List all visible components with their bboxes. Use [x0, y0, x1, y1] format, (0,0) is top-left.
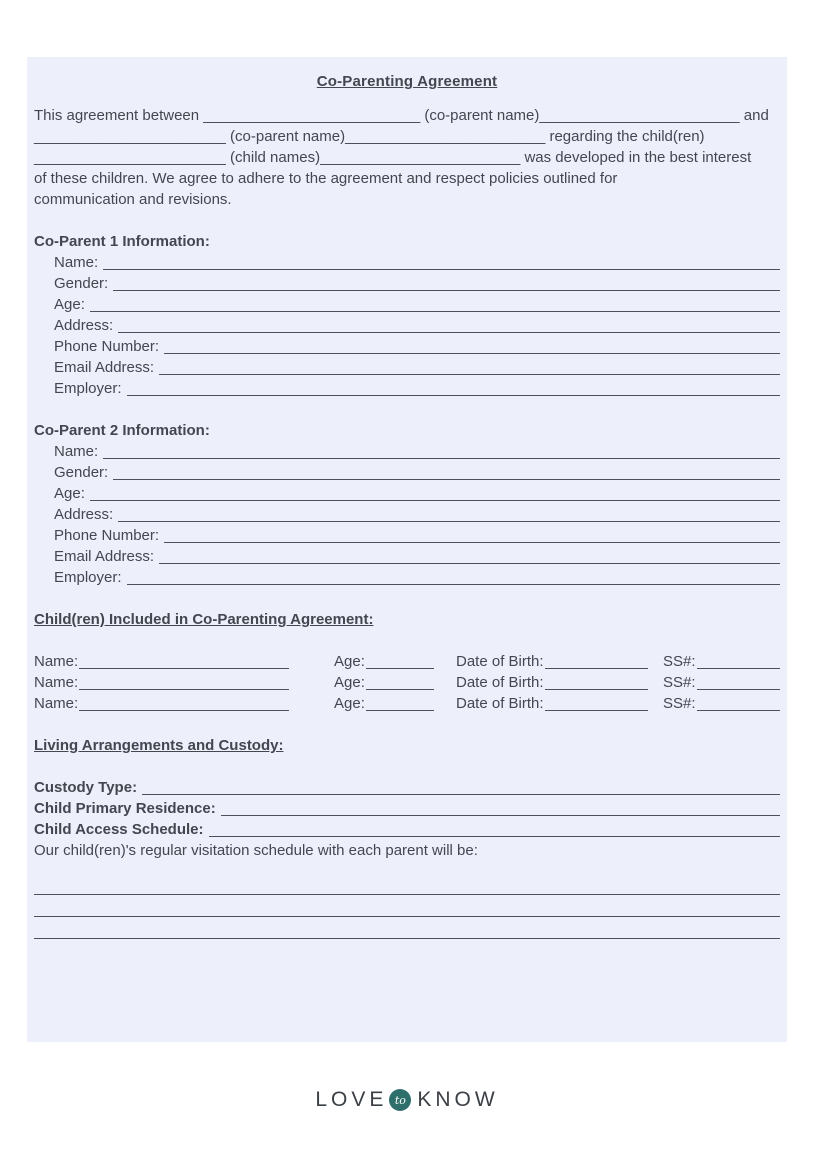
logo-text-love: LOVE: [315, 1088, 388, 1111]
intro-line: _______________________ (co-parent name)________________________ regarding the child(ren): [34, 128, 705, 145]
intro-line: This agreement between __________________________ (co-parent name)________________________ and: [34, 107, 769, 124]
child-name-cell: [34, 651, 289, 672]
logo-to-text: to: [394, 1093, 406, 1107]
logo-to-icon: [389, 1089, 411, 1111]
child-name-label: Name:: [34, 653, 79, 670]
answer-line: [34, 917, 780, 939]
blank-line: [697, 689, 780, 690]
child-age-label: Age:: [334, 653, 365, 670]
blank-line: [113, 479, 780, 480]
blank-line: [142, 794, 780, 795]
field-row-gender: [54, 462, 780, 483]
field-label: Employer:: [54, 569, 122, 586]
field-row-age: [54, 483, 780, 504]
access-schedule-label: Child Access Schedule:: [34, 821, 204, 838]
intro-line: of these children. We agree to adhere to the agreement and respect policies outlined for: [34, 170, 618, 187]
blank-line: [127, 584, 780, 585]
blank-line: [164, 542, 780, 543]
field-row-age: [54, 294, 780, 315]
blank-line: [159, 563, 780, 564]
child-dob-label: Date of Birth:: [456, 653, 544, 670]
answer-line: [34, 895, 780, 917]
field-row-address: [54, 315, 780, 336]
child-ssn-cell: [663, 651, 780, 672]
blank-line: [103, 269, 780, 270]
intro-line: _______________________ (child names)________________________ was developed in the best interest: [34, 149, 752, 166]
field-row-phone: [54, 336, 780, 357]
blank-line: [79, 689, 289, 690]
blank-line: [79, 710, 289, 711]
blank-line: [221, 815, 780, 816]
child-row: [34, 672, 780, 693]
logo-text-know: KNOW: [417, 1088, 499, 1111]
child-ssn-label: SS#:: [663, 674, 696, 691]
blank-line: [366, 668, 434, 669]
child-dob-cell: [456, 693, 648, 714]
child-age-label: Age:: [334, 674, 365, 691]
child-age-label: Age:: [334, 695, 365, 712]
blank-line: [79, 668, 289, 669]
coparent1-heading: Co-Parent 1 Information:: [34, 233, 210, 250]
children-section-heading: Child(ren) Included in Co-Parenting Agreement:: [34, 611, 374, 628]
field-label: Email Address:: [54, 548, 155, 565]
blank-line: [545, 689, 648, 690]
blank-line: [697, 668, 780, 669]
field-row-primary-residence: [34, 798, 780, 819]
coparent2-fields: [34, 441, 780, 588]
custody-fields: [34, 777, 780, 861]
document-page: [27, 57, 787, 1042]
coparent1-fields: [34, 252, 780, 399]
blank-line: [366, 710, 434, 711]
field-row-employer: [54, 567, 780, 588]
field-label: Age:: [54, 296, 85, 313]
child-row: [34, 693, 780, 714]
child-name-label: Name:: [34, 695, 79, 712]
field-row-access-schedule: [34, 819, 780, 840]
field-row-gender: [54, 273, 780, 294]
visitation-answer-lines: [34, 873, 780, 939]
blank-line: [697, 710, 780, 711]
blank-line: [164, 353, 780, 354]
field-label: Address:: [54, 506, 114, 523]
child-ssn-cell: [663, 672, 780, 693]
intro-line: communication and revisions.: [34, 191, 232, 208]
blank-line: [113, 290, 780, 291]
child-age-cell: [334, 693, 434, 714]
child-age-cell: [334, 651, 434, 672]
field-row-address: [54, 504, 780, 525]
field-label: Gender:: [54, 464, 109, 481]
field-label: Age:: [54, 485, 85, 502]
field-label: Phone Number:: [54, 338, 160, 355]
blank-line: [209, 836, 781, 837]
field-label: Phone Number:: [54, 527, 160, 544]
blank-line: [90, 500, 780, 501]
custody-type-label: Custody Type:: [34, 779, 138, 796]
child-ssn-label: SS#:: [663, 653, 696, 670]
child-age-cell: [334, 672, 434, 693]
blank-line: [545, 668, 648, 669]
document-title: Co-Parenting Agreement: [316, 73, 498, 90]
primary-residence-label: Child Primary Residence:: [34, 800, 216, 817]
child-ssn-cell: [663, 693, 780, 714]
blank-line: [103, 458, 780, 459]
visitation-sentence: Our child(ren)'s regular visitation schedule with each parent will be:: [34, 842, 478, 859]
intro-paragraph: [34, 105, 780, 210]
field-row-name: [54, 252, 780, 273]
field-row-name: [54, 441, 780, 462]
field-label: Address:: [54, 317, 114, 334]
blank-line: [159, 374, 780, 375]
field-row-custody-type: [34, 777, 780, 798]
child-name-cell: [34, 672, 289, 693]
field-row-phone: [54, 525, 780, 546]
blank-line: [118, 521, 780, 522]
answer-line: [34, 873, 780, 895]
lovetoknow-logo: [0, 1088, 814, 1112]
field-row-employer: [54, 378, 780, 399]
field-row-email: [54, 546, 780, 567]
field-label: Gender:: [54, 275, 109, 292]
field-row-email: [54, 357, 780, 378]
field-label: Email Address:: [54, 359, 155, 376]
blank-line: [366, 689, 434, 690]
child-dob-cell: [456, 672, 648, 693]
blank-line: [127, 395, 780, 396]
field-label: Name:: [54, 254, 99, 271]
custody-section-heading: Living Arrangements and Custody:: [34, 737, 284, 754]
blank-line: [545, 710, 648, 711]
child-row: [34, 651, 780, 672]
field-label: Name:: [54, 443, 99, 460]
child-name-label: Name:: [34, 674, 79, 691]
child-dob-cell: [456, 651, 648, 672]
field-label: Employer:: [54, 380, 122, 397]
child-dob-label: Date of Birth:: [456, 674, 544, 691]
child-ssn-label: SS#:: [663, 695, 696, 712]
child-name-cell: [34, 693, 289, 714]
blank-line: [90, 311, 780, 312]
children-table: [34, 651, 780, 714]
coparent2-heading: Co-Parent 2 Information:: [34, 422, 210, 439]
child-dob-label: Date of Birth:: [456, 695, 544, 712]
blank-line: [118, 332, 780, 333]
